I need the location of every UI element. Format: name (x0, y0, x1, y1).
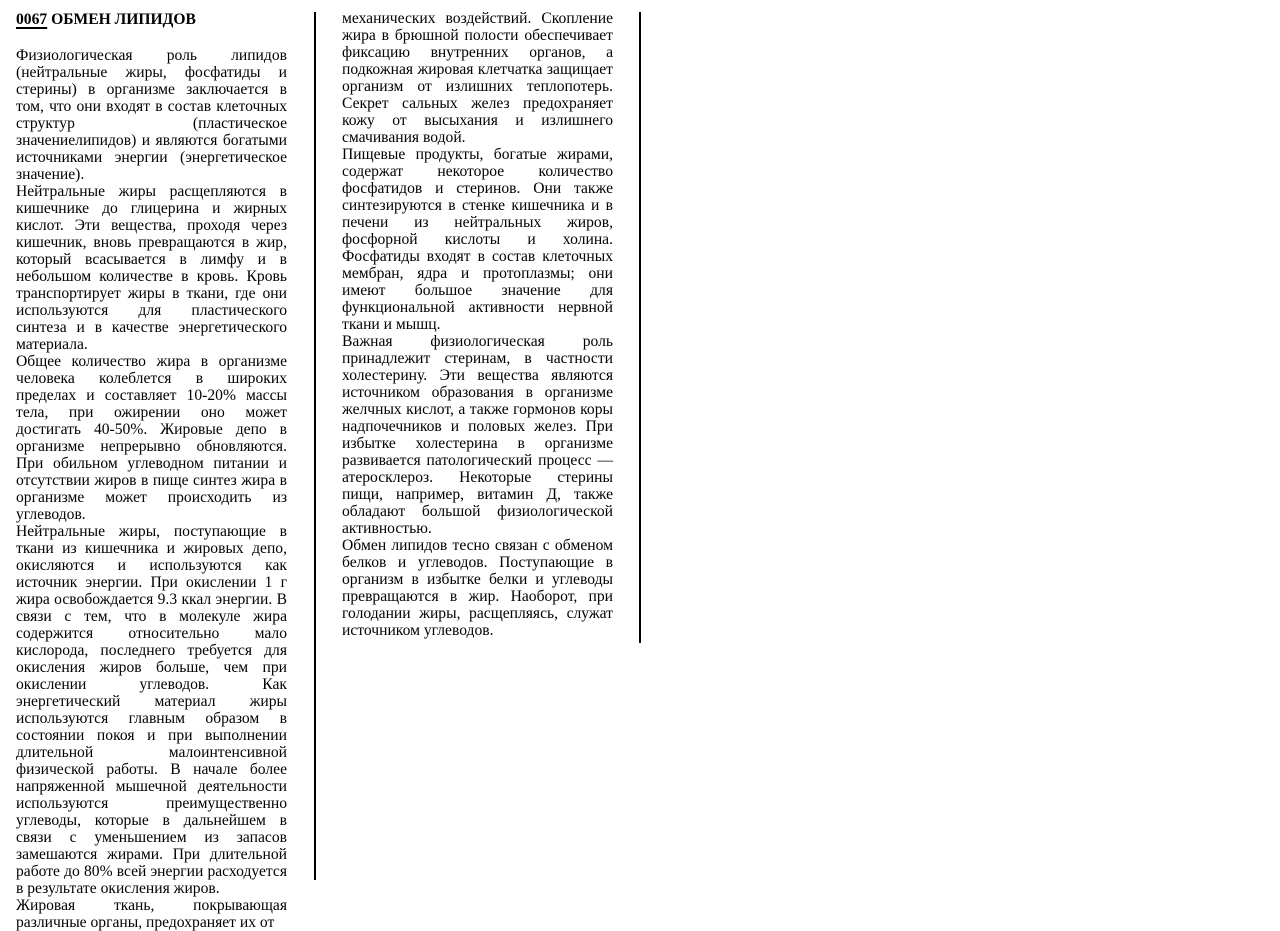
paragraph: Жировая ткань, покрывающая различные органы, предохраняет их от (16, 897, 287, 931)
paragraph: Нейтральные жиры расщепляются в кишечнике до глицерина и жирных кислот. Эти вещества, проходя через кишечник, вновь превращаются в жир, который всасывается в лимфу и в небольшом количестве в кровь. Кровь транспортирует жиры в ткани, где они используются для пластического синтеза и в качестве энергетического материала. (16, 183, 287, 353)
paragraph: Нейтральные жиры, поступающие в ткани из кишечника и жировых депо, окисляются и используются как источник энергии. При окислении 1 г жира освобождается 9.3 ккал энергии. В связи с тем, что в молекуле жира содержится относительно мало кислорода, последнего требуется для окисления жиров больше, чем при окислении углеводов. Как энергетический материал жиры используются главным образом в состоянии покоя и при выполнении длительной малоинтенсивной физической работы. В начале более напряженной мышечной деятельности используются преимущественно углеводы, которые в дальнейшем в связи с уменьшением из запасов замешаются жирами. При длительной работе до 80% всей энергии расходуется в результате окисления жиров. (16, 523, 287, 897)
section-title: ОБМЕН ЛИПИДОВ (51, 11, 196, 28)
column-divider-right (639, 12, 641, 643)
paragraph: Пищевые продукты, богатые жирами, содержат некоторое количество фосфатидов и стеринов. Они также синтезируются в стенке кишечника и в печени из нейтральных жиров, фосфорной кислоты и холина. Фосфатиды входят в состав клеточных мембран, ядра и протоплазмы; они имеют большое значение для функциональной активности нервной ткани и мышц. (342, 146, 613, 333)
section-code: 0067 (16, 11, 48, 28)
paragraph: Важная физиологическая роль принадлежит стеринам, в частности холестерину. Эти вещества являются источником образования в организме желчных кислот, а также гормонов коры надпочечников и половых желез. При избытке холестерина в организме развивается патологический процесс — атеросклероз. Некоторые стерины пищи, например, витамин Д, также обладают большой физиологической активностью. (342, 333, 613, 537)
paragraph: Общее количество жира в организме человека колеблется в широких пределах и составляет 10-20% массы тела, при ожирении оно может достигать 40-50%. Жировые депо в организме непрерывно обновляются. При обильном углеводном питании и отсутствии жиров в пище синтез жира в организме может происходить из углеводов. (16, 353, 287, 523)
paragraph: механических воздействий. Скопление жира в брюшной полости обеспечивает фиксацию внутренних органов, а подкожная жировая клетчатка защищает организм от излишних теплопотерь. Секрет сальных желез предохраняет кожу от высыхания и излишнего смачивания водой. (342, 10, 613, 146)
paragraph: Физиологическая роль липидов (нейтральные жиры, фосфатиды и стерины) в организме заключается в том, что они входят в состав клеточных структур (пластическое значениелипидов) и являются богатыми источниками энергии (энергетическое значение). (16, 47, 287, 183)
text-column-right (342, 10, 613, 639)
section-heading (16, 10, 287, 30)
column-divider-left (314, 12, 316, 880)
text-column-left (16, 10, 287, 931)
paragraph: Обмен липидов тесно связан с обменом белков и углеводов. Поступающие в организм в избытке белки и углеводы превращаются в жир. Наоборот, при голодании жиры, расщепляясь, служат источником углеводов. (342, 537, 613, 639)
